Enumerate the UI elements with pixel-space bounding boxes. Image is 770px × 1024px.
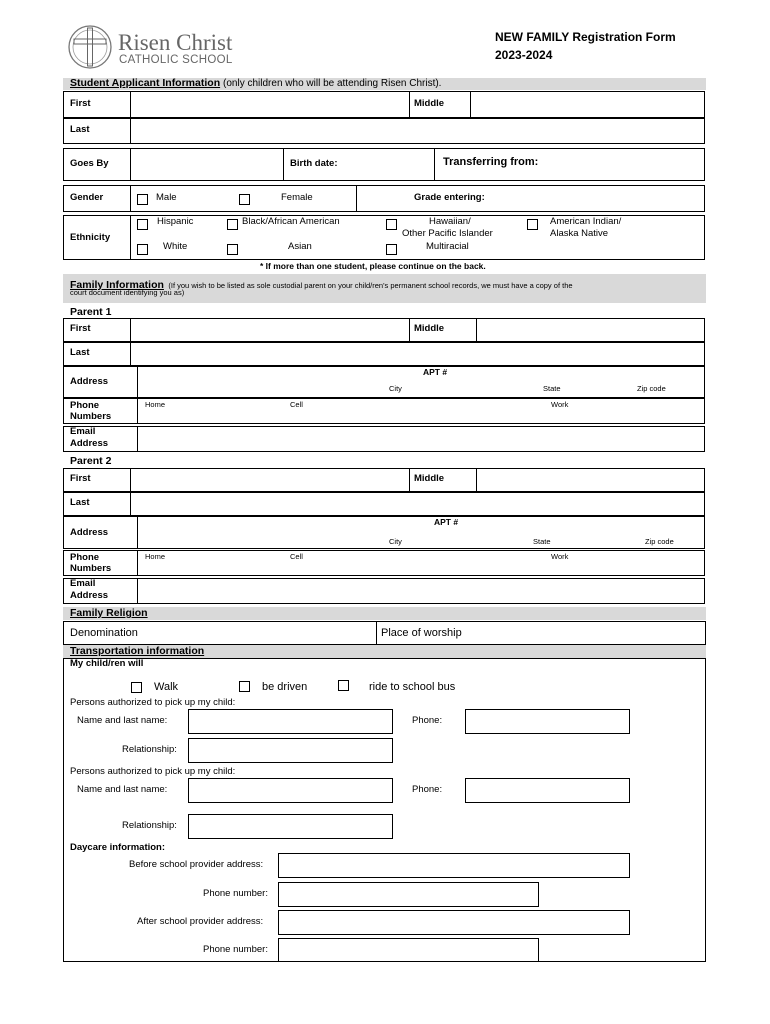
before-phone-label: Phone number: — [203, 888, 268, 899]
parent2-cell-label: Cell — [290, 552, 303, 561]
transport-section-title: Transportation information — [70, 645, 205, 657]
parent2-middle-label: Middle — [414, 473, 445, 484]
parent1-work-label: Work — [551, 400, 569, 409]
female-label: Female — [281, 192, 313, 203]
parent1-email-label-2: Address — [70, 438, 109, 449]
pickup2-relationship-input[interactable] — [188, 814, 393, 839]
parent1-apt-label: APT # — [423, 367, 448, 377]
walk-label: Walk — [154, 681, 179, 693]
school-subtitle: CATHOLIC SCHOOL — [119, 54, 233, 66]
parent1-first-input[interactable] — [131, 319, 408, 341]
parent2-email-label-1: Email — [70, 578, 96, 589]
religion-section-bar — [63, 607, 706, 620]
parent1-email-label-1: Email — [70, 426, 96, 437]
parent1-phone-label-2: Numbers — [70, 411, 112, 422]
after-phone-input[interactable] — [278, 938, 539, 962]
parent2-phone-label-1: Phone — [70, 552, 100, 563]
bus-checkbox[interactable] — [338, 680, 349, 691]
black-label: Black/African American — [242, 216, 340, 227]
parent1-phone-label-1: Phone — [70, 400, 100, 411]
parent2-email-input[interactable] — [138, 579, 704, 603]
parent1-state-label: State — [543, 384, 561, 393]
male-checkbox[interactable] — [137, 194, 148, 205]
parent1-city-label: City — [389, 384, 402, 393]
student-section-note: (only children who will be attending Risen Christ). — [223, 78, 442, 89]
parent2-heading: Parent 2 — [70, 455, 112, 467]
pickup2-heading: Persons authorized to pick up my child: — [70, 766, 236, 777]
daycare-heading: Daycare information: — [70, 842, 166, 853]
pickup2-relationship-label: Relationship: — [122, 820, 177, 831]
parent2-city-label: City — [389, 537, 402, 546]
asian-checkbox[interactable] — [227, 244, 238, 255]
ethnicity-label: Ethnicity — [70, 232, 111, 243]
after-phone-label: Phone number: — [203, 944, 268, 955]
student-section-title: Student Applicant Information — [70, 77, 221, 89]
parent2-phone-label-2: Numbers — [70, 563, 112, 574]
student-first-input[interactable] — [131, 92, 408, 117]
parent1-last-label: Last — [70, 347, 90, 358]
more-students-note: * If more than one student, please continue on the back. — [260, 261, 486, 271]
parent2-email-label-2: Address — [70, 590, 109, 601]
parent1-last-input[interactable] — [131, 343, 704, 365]
form-title: NEW FAMILY Registration Form — [495, 30, 676, 44]
multiracial-checkbox[interactable] — [386, 244, 397, 255]
american-indian-label-2: Alaska Native — [550, 228, 609, 239]
driven-label: be driven — [262, 681, 308, 693]
student-last-label: Last — [70, 124, 90, 135]
before-school-label: Before school provider address: — [129, 859, 264, 870]
hawaiian-checkbox[interactable] — [386, 219, 397, 230]
pickup1-phone-label: Phone: — [412, 715, 443, 726]
american-indian-label-1: American Indian/ — [550, 216, 622, 227]
parent2-last-label: Last — [70, 497, 90, 508]
student-section-header — [70, 77, 441, 90]
school-year: 2023-2024 — [495, 48, 553, 62]
parent2-zip-label: Zip code — [645, 537, 674, 546]
parent1-zip-label: Zip code — [637, 384, 666, 393]
parent1-email-input[interactable] — [138, 427, 704, 451]
white-checkbox[interactable] — [137, 244, 148, 255]
pickup2-name-input[interactable] — [188, 778, 393, 803]
before-school-input[interactable] — [278, 853, 630, 878]
pickup1-relationship-input[interactable] — [188, 738, 393, 763]
parent1-address-row — [63, 366, 705, 398]
parent2-home-label: Home — [145, 552, 166, 561]
hawaiian-label-1: Hawaiian/ — [429, 216, 471, 227]
denomination-label: Denomination — [70, 627, 138, 639]
pickup1-phone-input[interactable] — [465, 709, 630, 734]
religion-section-title: Family Religion — [70, 607, 148, 619]
family-section-note-1: (If you wish to be listed as sole custodial parent on your child/ren's permanent school records, we must have a copy of the — [168, 281, 573, 290]
parent2-middle-input[interactable] — [477, 469, 704, 491]
parent2-address-label: Address — [70, 527, 109, 538]
black-checkbox[interactable] — [227, 219, 238, 230]
pickup2-phone-input[interactable] — [465, 778, 630, 803]
parent1-heading: Parent 1 — [70, 306, 112, 318]
female-checkbox[interactable] — [239, 194, 250, 205]
parent2-first-label: First — [70, 473, 91, 484]
parent2-state-label: State — [533, 537, 551, 546]
parent1-first-label: First — [70, 323, 91, 334]
parent1-cell-label: Cell — [290, 400, 303, 409]
hawaiian-label-2: Other Pacific Islander — [402, 228, 493, 239]
gender-label: Gender — [70, 192, 104, 203]
pickup1-relationship-label: Relationship: — [122, 744, 177, 755]
parent2-first-input[interactable] — [131, 469, 408, 491]
pickup2-phone-label: Phone: — [412, 784, 443, 795]
my-child-label: My child/ren will — [70, 658, 144, 669]
pickup2-name-label: Name and last name: — [77, 784, 168, 795]
logo-emblem-icon — [64, 24, 116, 70]
student-first-label: First — [70, 98, 91, 109]
school-name: Risen Christ — [118, 30, 233, 55]
parent2-apt-label: APT # — [434, 517, 459, 527]
parent1-home-label: Home — [145, 400, 166, 409]
student-last-input[interactable] — [131, 119, 704, 143]
birth-date-label: Birth date: — [290, 158, 338, 169]
driven-checkbox[interactable] — [239, 681, 250, 692]
student-middle-label: Middle — [414, 98, 445, 109]
parent2-last-input[interactable] — [131, 493, 704, 515]
walk-checkbox[interactable] — [131, 682, 142, 693]
place-of-worship-label: Place of worship — [381, 627, 462, 639]
student-middle-input[interactable] — [471, 92, 704, 117]
parent2-work-label: Work — [551, 552, 569, 561]
after-school-label: After school provider address: — [137, 916, 264, 927]
hispanic-checkbox[interactable] — [137, 219, 148, 230]
american-indian-checkbox[interactable] — [527, 219, 538, 230]
multiracial-label: Multiracial — [426, 241, 469, 252]
goes-by-label: Goes By — [70, 158, 109, 169]
pickup1-name-input[interactable] — [188, 709, 393, 734]
family-section-note-2: court document identifying you as) — [70, 288, 185, 297]
pickup1-name-label: Name and last name: — [77, 715, 168, 726]
family-section-title: Family Information — [70, 279, 164, 291]
male-label: Male — [156, 192, 177, 203]
pickup1-heading: Persons authorized to pick up my child: — [70, 697, 236, 708]
parent1-middle-label: Middle — [414, 323, 445, 334]
parent1-middle-input[interactable] — [477, 319, 704, 341]
asian-label: Asian — [288, 241, 312, 252]
transferring-label: Transferring from: — [443, 156, 539, 168]
grade-entering-label: Grade entering: — [414, 192, 485, 203]
parent2-address-row — [63, 516, 705, 549]
goes-by-input[interactable] — [131, 149, 282, 180]
after-school-input[interactable] — [278, 910, 630, 935]
parent1-address-label: Address — [70, 376, 109, 387]
hispanic-label: Hispanic — [157, 216, 194, 227]
before-phone-input[interactable] — [278, 882, 539, 907]
bus-label: ride to school bus — [369, 681, 456, 693]
white-label: White — [163, 241, 188, 252]
